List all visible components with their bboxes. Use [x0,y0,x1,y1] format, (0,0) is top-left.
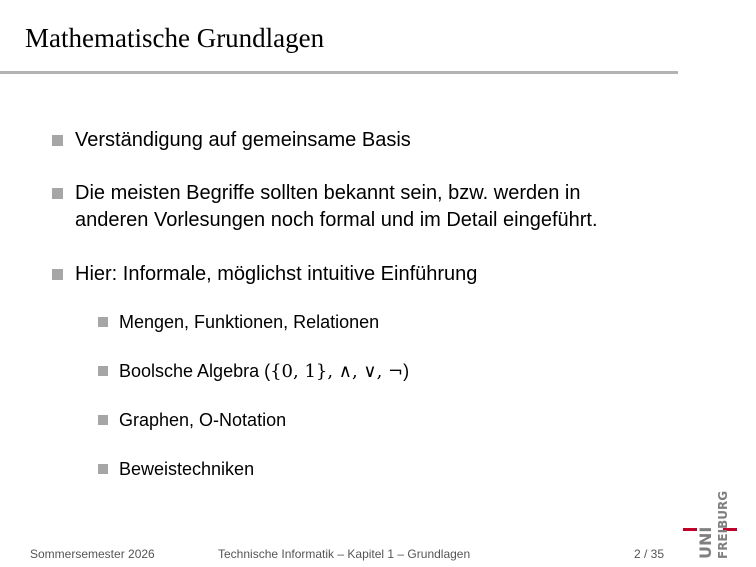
bullet-text: Hier: Informale, möglichst intuitive Einführung [75,263,478,285]
logo-text-freiburg: FREIBURG [716,490,730,559]
footer-semester: Sommersemester 2026 [30,547,155,561]
bullet-item [52,180,598,234]
subbullet-text-prefix: Boolsche Algebra ( [119,361,271,381]
footer-course-title: Technische Informatik – Kapitel 1 – Grundlagen [218,547,471,561]
subbullet-item [98,408,286,432]
subbullet-text-suffix: ) [403,361,410,381]
subbullet-marker [98,317,108,327]
logo-accent-bar [683,528,697,531]
subbullet-marker [98,415,108,425]
subbullet-text: Mengen, Funktionen, Relationen [119,312,380,332]
bullet-marker [52,135,63,146]
subbullet-item [98,359,409,384]
bullet-text [75,180,598,234]
logo-text-uni: UNI [696,526,715,559]
subbullet-item [98,310,379,334]
bullet-marker [52,188,63,199]
subbullet-marker [98,366,108,376]
subbullet-marker [98,464,108,474]
university-logo [683,481,743,561]
title-divider [0,71,678,74]
slide-title: Mathematische Grundlagen [25,23,325,53]
bullet-item [52,261,477,288]
footer-page-number: 2 / 35 [634,547,665,561]
subbullet-text [119,359,409,384]
bullet-text-line: anderen Vorlesungen noch formal und im Detail eingeführt. [75,209,598,231]
subbullet-item [98,457,254,481]
subbullet-text: Beweistechniken [119,459,255,479]
bullet-text: Verständigung auf gemeinsame Basis [75,129,411,151]
boolean-operators-math: {0, 1}, ∧, ∨, ¬ [270,361,404,382]
bullet-item [52,127,411,154]
bullet-marker [52,269,63,280]
bullet-text-line: Die meisten Begriffe sollten bekannt sein, bzw. werden in [75,182,581,204]
subbullet-text: Graphen, O-Notation [119,410,287,430]
